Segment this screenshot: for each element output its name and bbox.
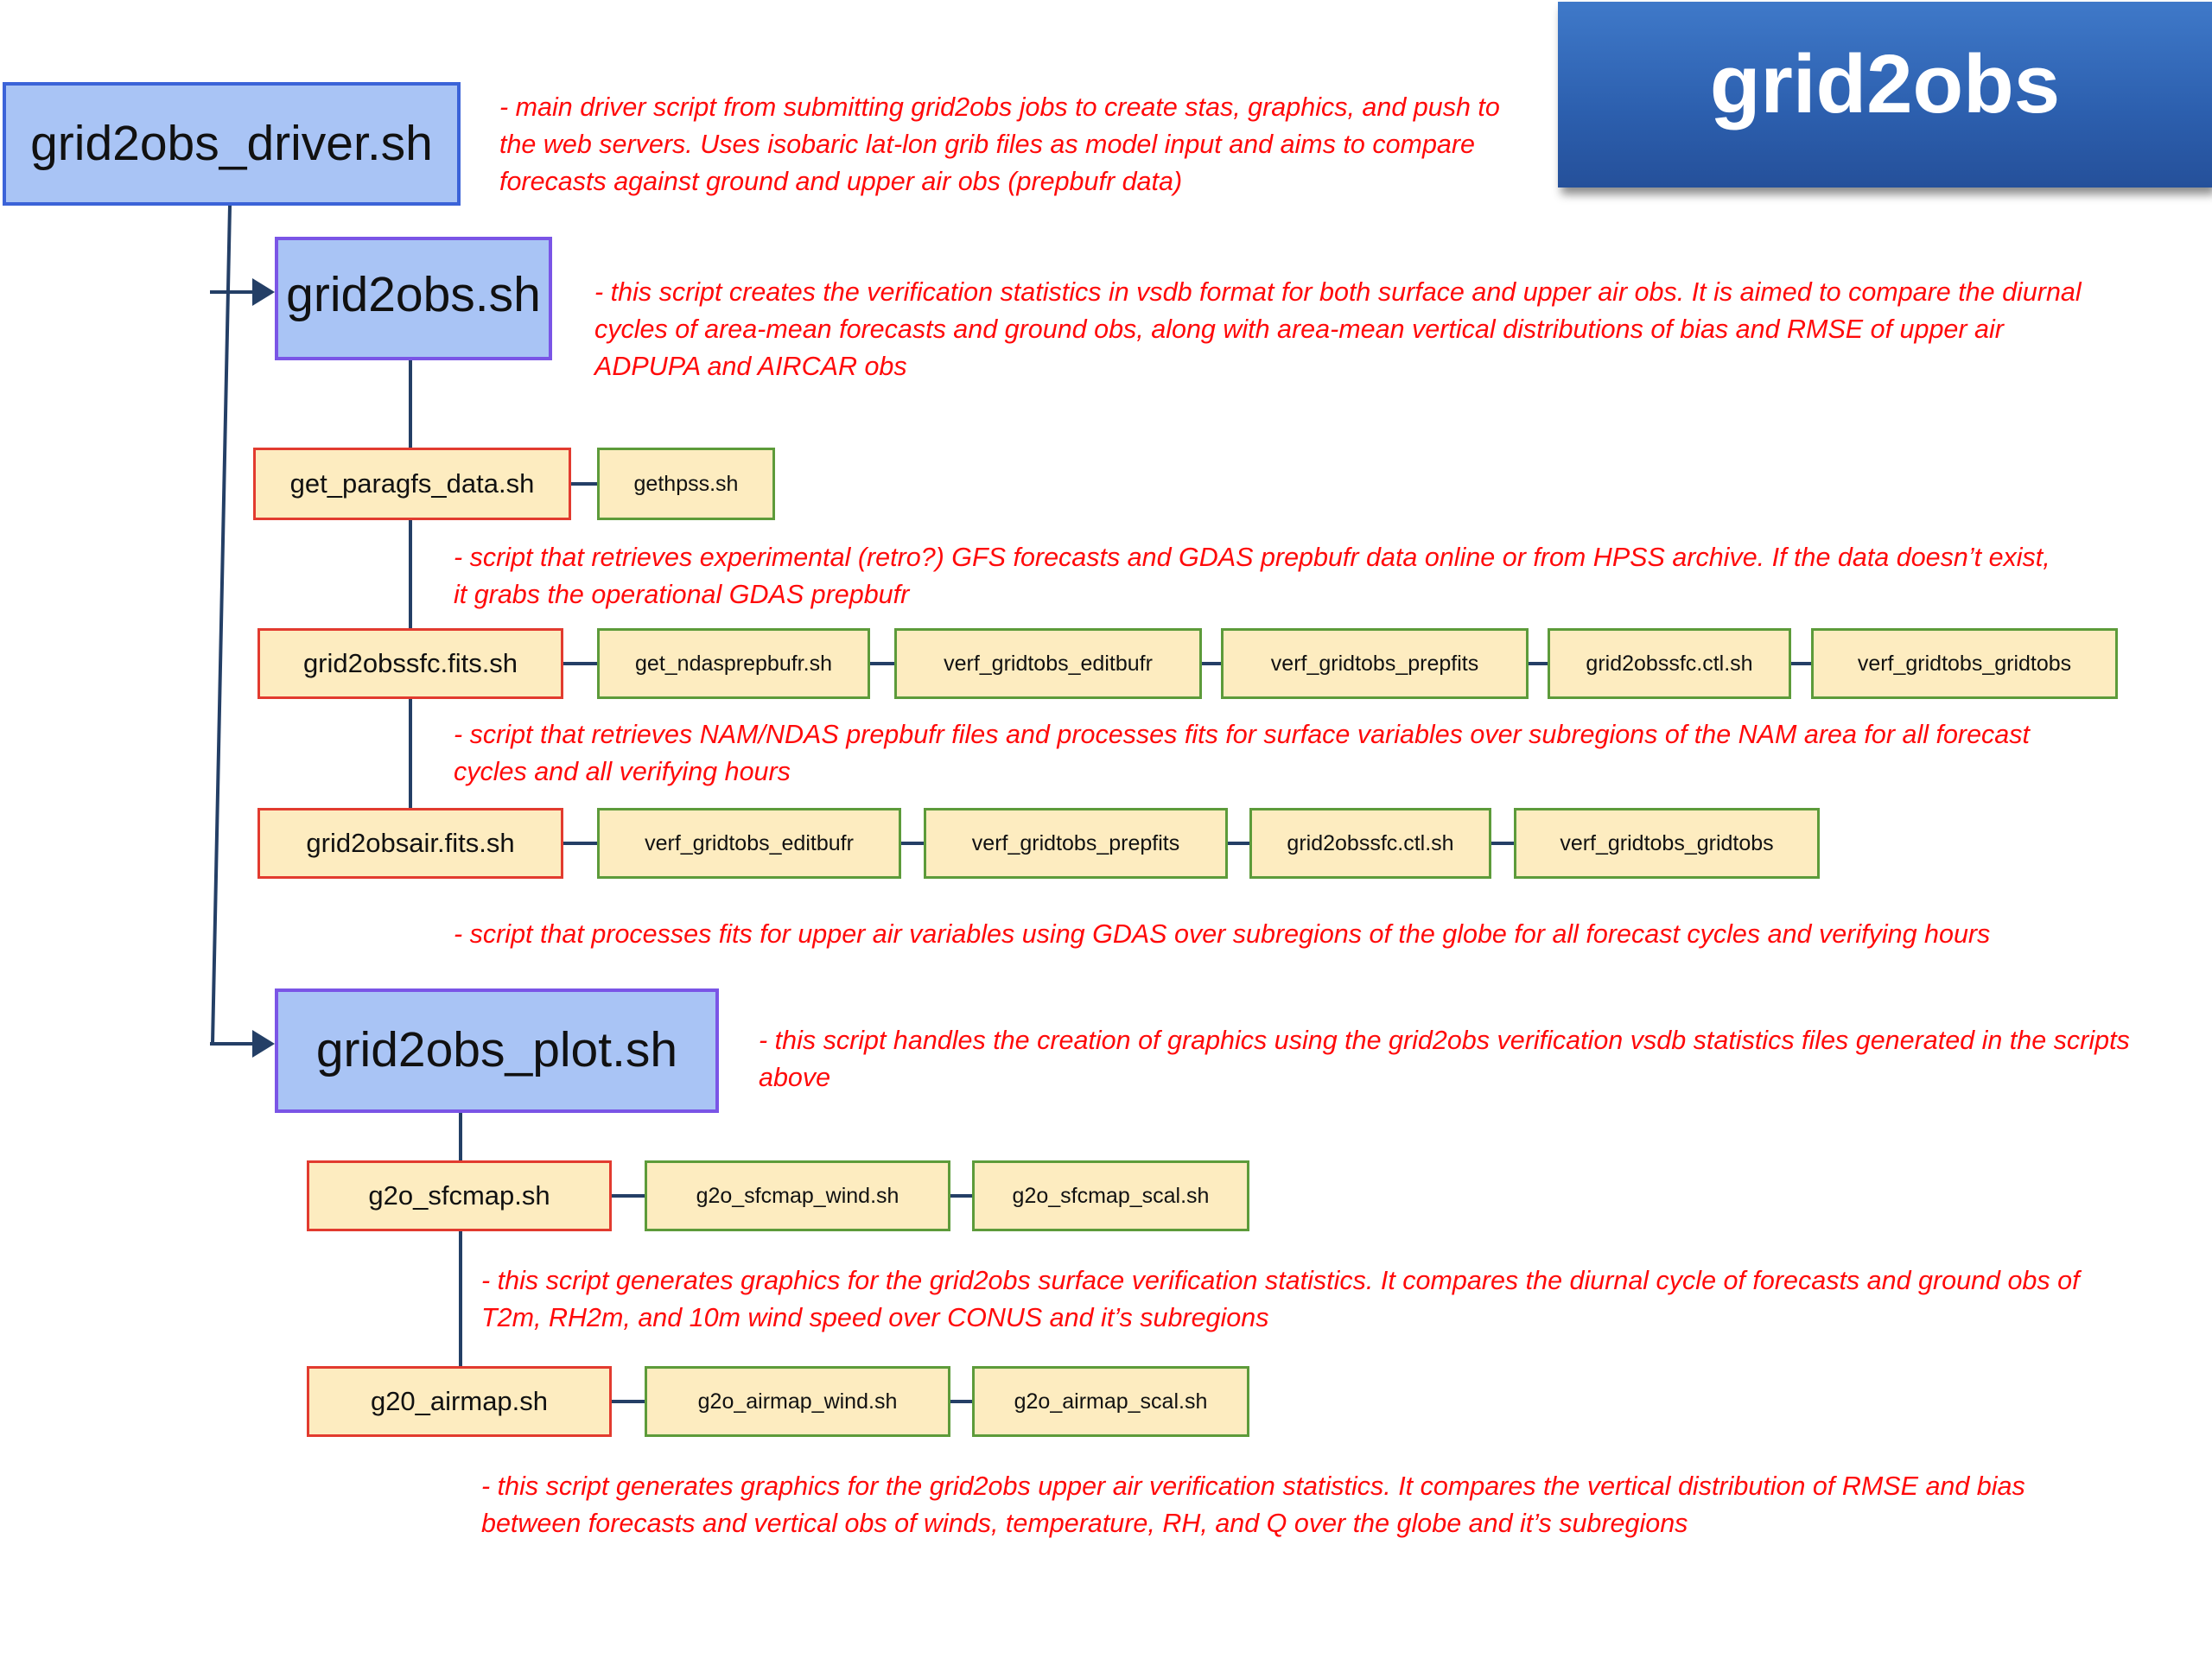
plot-note: - this script handles the creation of graphics using the grid2obs verification vsdb statistics files generated in the scripts above <box>759 1026 2130 1092</box>
grid2obs-plot-box <box>275 988 719 1113</box>
air-prepfits-box <box>924 808 1228 879</box>
get-ndasprepbufr-label: get_ndasprepbufr.sh <box>635 651 832 676</box>
sfc-gridtobs-box <box>1811 628 2118 699</box>
sfc-editbufr-box <box>894 628 1202 699</box>
get-paragfs-data-box <box>253 448 571 520</box>
title-text: grid2obs <box>1709 37 2061 130</box>
stats-note: - this script creates the verification statistics in vsdb format for both surface and upper air obs. It is aimed to compare the diurnal cycles of area-mean forecasts and ground obs, along with area-mean vertical distributions of bias and RMSE of upper air ADPUPA and AIRCAR obs <box>594 277 2082 381</box>
driver-note: - main driver script from submitting grid2obs jobs to create stas, graphics, and push to the web servers. Uses isobaric lat-lon grib files as model input and aims to compare forecasts against ground and upper air obs (prepbufr data) <box>499 92 1500 196</box>
airmap-note: - this script generates graphics for the grid2obs upper air verification statistics. It compares the vertical distribution of RMSE and bias between forecasts and vertical obs of winds, temperature, RH, and Q over the globe and it’s subregions <box>481 1471 2025 1538</box>
air-gridtobs-label: verf_gridtobs_gridtobs <box>1560 830 1774 855</box>
air-fits-note: - script that processes fits for upper air variables using GDAS over subregions of the globe for all forecast cycles and verifying hours <box>454 919 1991 949</box>
g2o-sfcmap-box <box>307 1160 612 1231</box>
grid2obsair-fits-label: grid2obsair.fits.sh <box>306 828 515 858</box>
air-ctl-label: grid2obssfc.ctl.sh <box>1287 830 1454 855</box>
arrowhead-grid2obs-sh <box>252 278 275 306</box>
air-editbufr-box <box>597 808 901 879</box>
sfc-fits-note: - script that retrieves NAM/NDAS prepbufr files and processes fits for surface variables over subregions of the NAM area for all forecast cycles and all verifying hours <box>454 720 2030 786</box>
grid2obsair-fits-box <box>257 808 563 879</box>
grid2obs-sh-label: grid2obs.sh <box>286 267 541 322</box>
gethpss-label: gethpss.sh <box>633 471 739 496</box>
get-paragfs-data-label: get_paragfs_data.sh <box>289 468 535 499</box>
g20-airmap-label: g20_airmap.sh <box>370 1386 549 1416</box>
grid2obs-plot-label: grid2obs_plot.sh <box>315 1022 678 1078</box>
g2o-airmap-scal-label: g2o_airmap_scal.sh <box>1014 1389 1208 1414</box>
sfc-ctl-box <box>1548 628 1791 699</box>
g2o-sfcmap-label: g2o_sfcmap.sh <box>368 1180 550 1211</box>
sfcmap-note: - this script generates graphics for the grid2obs surface verification statistics. It compares the diurnal cycle of forecasts and ground obs of T2m, RH2m, and 10m wind speed over CONUS and it’s subregions <box>481 1266 2080 1332</box>
air-ctl-box <box>1249 808 1491 879</box>
arrowhead-grid2obs-plot <box>252 1030 275 1058</box>
grid2obssfc-fits-box <box>257 628 563 699</box>
sfc-ctl-label: grid2obssfc.ctl.sh <box>1586 651 1753 676</box>
sfc-prepfits-box <box>1221 628 1529 699</box>
g2o-airmap-wind-label: g2o_airmap_wind.sh <box>697 1389 898 1414</box>
sfc-editbufr-label: verf_gridtobs_editbufr <box>944 651 1153 676</box>
title-banner <box>1558 2 2212 188</box>
air-editbufr-label: verf_gridtobs_editbufr <box>645 830 854 855</box>
g2o-sfcmap-wind-box <box>645 1160 950 1231</box>
g2o-airmap-wind-box <box>645 1366 950 1437</box>
g2o-sfcmap-scal-box <box>972 1160 1249 1231</box>
g20-airmap-box <box>307 1366 612 1437</box>
sfc-gridtobs-label: verf_gridtobs_gridtobs <box>1857 651 2072 676</box>
air-gridtobs-box <box>1514 808 1820 879</box>
sfc-prepfits-label: verf_gridtobs_prepfits <box>1270 651 1479 676</box>
driver-trunk-line <box>213 206 230 1044</box>
g2o-sfcmap-wind-label: g2o_sfcmap_wind.sh <box>696 1183 899 1208</box>
air-prepfits-label: verf_gridtobs_prepfits <box>971 830 1180 855</box>
paragfs-note: - script that retrieves experimental (retro?) GFS forecasts and GDAS prepbufr data online or from HPSS archive. If the data doesn’t exist, it grabs the operational GDAS prepbufr <box>454 543 2050 609</box>
g2o-airmap-scal-box <box>972 1366 1249 1437</box>
get-ndasprepbufr-box <box>597 628 870 699</box>
grid2obssfc-fits-label: grid2obssfc.fits.sh <box>302 648 518 678</box>
grid2obs-driver-label: grid2obs_driver.sh <box>30 115 433 171</box>
grid2obs-driver-box <box>3 82 461 206</box>
gethpss-box <box>597 448 775 520</box>
g2o-sfcmap-scal-label: g2o_sfcmap_scal.sh <box>1012 1183 1210 1208</box>
grid2obs-sh-box <box>275 237 552 360</box>
